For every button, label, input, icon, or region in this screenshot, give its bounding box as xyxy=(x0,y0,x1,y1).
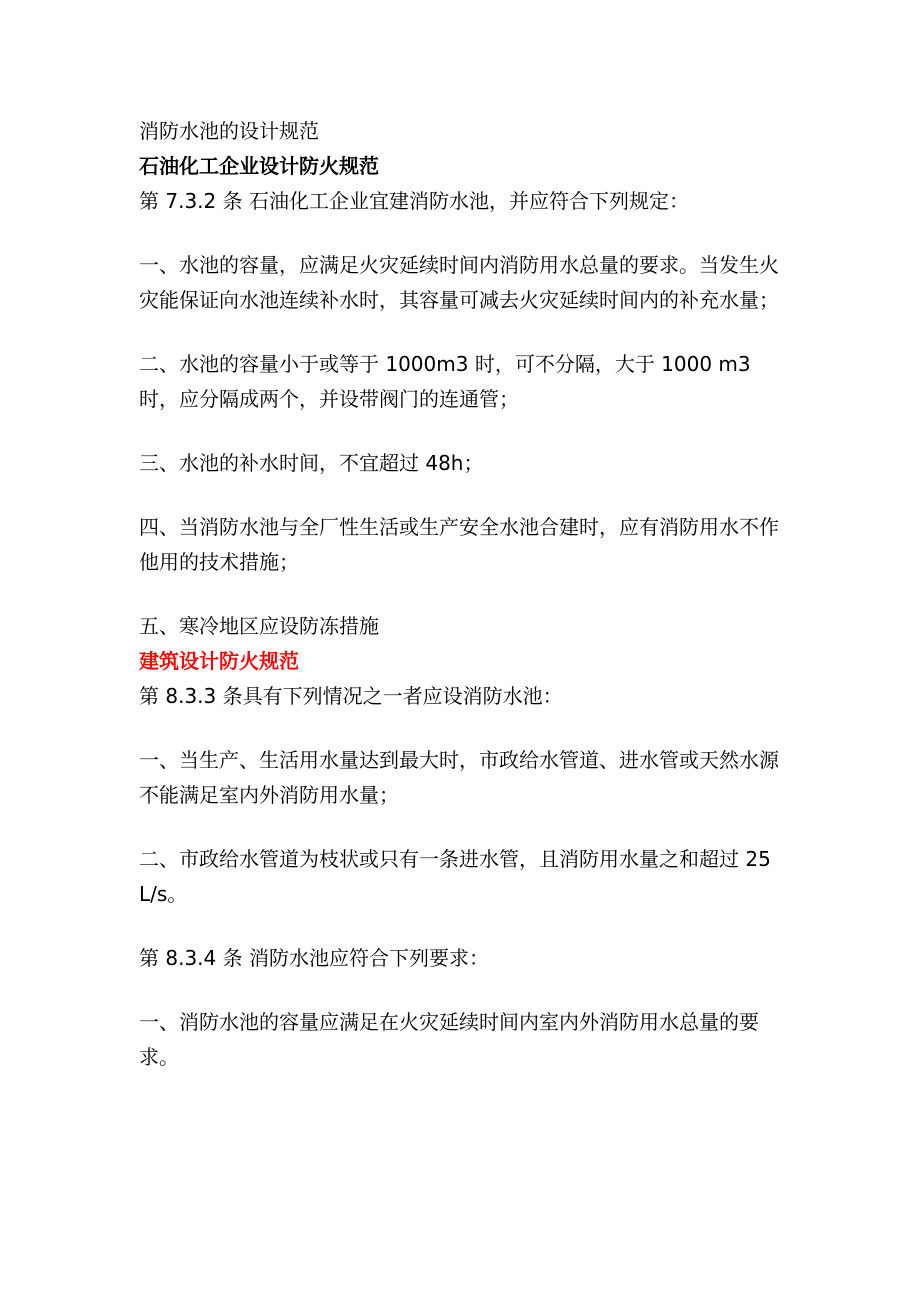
list-item: 二、水池的容量小于或等于 1000m3 时，可不分隔，大于 1000 m3 时，应分隔成两个，并设带阀门的连通管； xyxy=(139,352,751,411)
list-item: 二、市政给水管道为枝状或只有一条进水管，且消防用水量之和超过 25 L/s。 xyxy=(139,847,771,906)
article-8-3-4-intro: 第 8.3.4 条 消防水池应符合下列要求： xyxy=(139,946,489,970)
list-item: 一、当生产、生活用水量达到最大时，市政给水管道、进水管或天然水源不能满足室内外消防用水量； xyxy=(139,748,779,807)
article-8-3-3-intro: 第 8.3.3 条具有下列情况之一者应设消防水池： xyxy=(139,684,563,708)
list-item: 三、水池的补水时间，不宜超过 48h； xyxy=(139,451,484,475)
list-item: 五、寒冷地区应设防冻措施 xyxy=(139,614,379,638)
list-item: 一、消防水池的容量应满足在火灾延续时间内室内外消防用水总量的要求。 xyxy=(139,1010,759,1069)
document-title: 消防水池的设计规范 xyxy=(139,119,319,143)
list-item: 四、当消防水池与全厂性生活或生产安全水池合建时，应有消防用水不作他用的技术措施； xyxy=(139,515,779,574)
section-heading-petrochemical: 石油化工企业设计防火规范 xyxy=(139,154,379,178)
list-item: 一、水池的容量，应满足火灾延续时间内消防用水总量的要求。当发生火灾能保证向水池连续补水时，其容量可减去火灾延续时间内的补充水量； xyxy=(139,253,779,312)
section-heading-building: 建筑设计防火规范 xyxy=(139,649,299,673)
article-7-3-2-intro: 第 7.3.2 条 石油化工企业宜建消防水池，并应符合下列规定： xyxy=(139,189,689,213)
document-body xyxy=(139,114,779,1075)
